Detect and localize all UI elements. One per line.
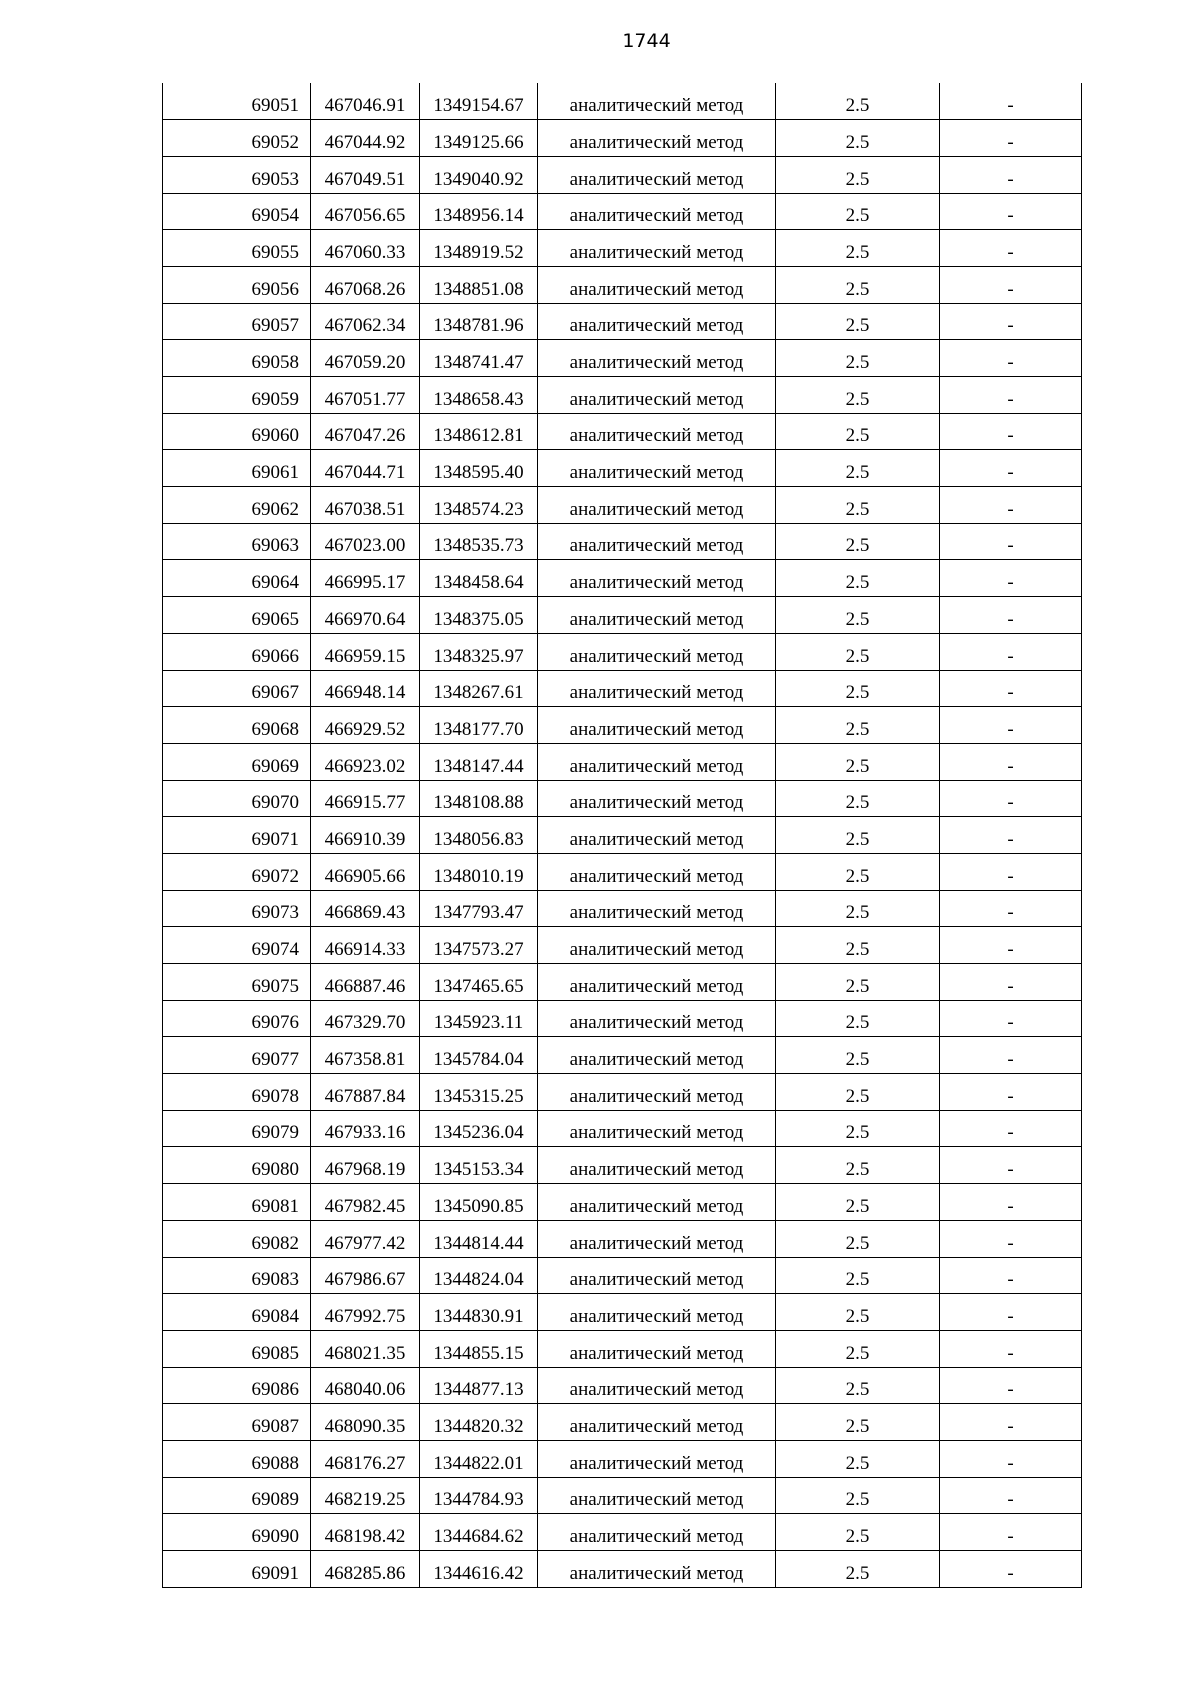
method-cell: аналитический метод <box>538 1440 776 1477</box>
y-coordinate-cell: 1345090.85 <box>420 1184 538 1221</box>
note-cell: - <box>940 1551 1082 1588</box>
point-number-cell: 69065 <box>163 597 311 634</box>
table-row <box>163 1367 1082 1404</box>
table-row <box>163 1477 1082 1514</box>
table-row <box>163 487 1082 524</box>
accuracy-cell: 2.5 <box>776 1184 940 1221</box>
x-coordinate-cell: 468219.25 <box>311 1477 420 1514</box>
accuracy-cell: 2.5 <box>776 1000 940 1037</box>
y-coordinate-cell: 1348595.40 <box>420 450 538 487</box>
point-number-cell: 69053 <box>163 156 311 193</box>
x-coordinate-cell: 467068.26 <box>311 266 420 303</box>
note-cell: - <box>940 230 1082 267</box>
table-row <box>163 1147 1082 1184</box>
x-coordinate-cell: 466915.77 <box>311 780 420 817</box>
note-cell: - <box>940 120 1082 157</box>
x-coordinate-cell: 467887.84 <box>311 1074 420 1111</box>
x-coordinate-cell: 466948.14 <box>311 670 420 707</box>
note-cell: - <box>940 1257 1082 1294</box>
accuracy-cell: 2.5 <box>776 487 940 524</box>
x-coordinate-cell: 466995.17 <box>311 560 420 597</box>
y-coordinate-cell: 1348658.43 <box>420 377 538 414</box>
accuracy-cell: 2.5 <box>776 597 940 634</box>
y-coordinate-cell: 1348267.61 <box>420 670 538 707</box>
accuracy-cell: 2.5 <box>776 707 940 744</box>
page-number: 1744 <box>622 30 671 52</box>
accuracy-cell: 2.5 <box>776 413 940 450</box>
method-cell: аналитический метод <box>538 120 776 157</box>
method-cell: аналитический метод <box>538 1037 776 1074</box>
note-cell: - <box>940 1367 1082 1404</box>
accuracy-cell: 2.5 <box>776 1440 940 1477</box>
accuracy-cell: 2.5 <box>776 1551 940 1588</box>
table-row <box>163 303 1082 340</box>
method-cell: аналитический метод <box>538 964 776 1001</box>
x-coordinate-cell: 466959.15 <box>311 633 420 670</box>
y-coordinate-cell: 1349040.92 <box>420 156 538 193</box>
point-number-cell: 69055 <box>163 230 311 267</box>
table-row <box>163 120 1082 157</box>
note-cell: - <box>940 1184 1082 1221</box>
point-number-cell: 69071 <box>163 817 311 854</box>
y-coordinate-cell: 1347573.27 <box>420 927 538 964</box>
note-cell: - <box>940 1220 1082 1257</box>
method-cell: аналитический метод <box>538 1514 776 1551</box>
accuracy-cell: 2.5 <box>776 266 940 303</box>
note-cell: - <box>940 156 1082 193</box>
x-coordinate-cell: 467968.19 <box>311 1147 420 1184</box>
table-row <box>163 450 1082 487</box>
x-coordinate-cell: 466869.43 <box>311 890 420 927</box>
point-number-cell: 69062 <box>163 487 311 524</box>
x-coordinate-cell: 467060.33 <box>311 230 420 267</box>
y-coordinate-cell: 1345923.11 <box>420 1000 538 1037</box>
note-cell: - <box>940 853 1082 890</box>
method-cell: аналитический метод <box>538 450 776 487</box>
x-coordinate-cell: 466905.66 <box>311 853 420 890</box>
y-coordinate-cell: 1348177.70 <box>420 707 538 744</box>
y-coordinate-cell: 1344684.62 <box>420 1514 538 1551</box>
y-coordinate-cell: 1345236.04 <box>420 1110 538 1147</box>
method-cell: аналитический метод <box>538 1000 776 1037</box>
method-cell: аналитический метод <box>538 1294 776 1331</box>
accuracy-cell: 2.5 <box>776 1074 940 1111</box>
x-coordinate-cell: 467044.92 <box>311 120 420 157</box>
accuracy-cell: 2.5 <box>776 156 940 193</box>
method-cell: аналитический метод <box>538 1110 776 1147</box>
y-coordinate-cell: 1344824.04 <box>420 1257 538 1294</box>
note-cell: - <box>940 633 1082 670</box>
point-number-cell: 69056 <box>163 266 311 303</box>
note-cell: - <box>940 964 1082 1001</box>
method-cell: аналитический метод <box>538 1404 776 1441</box>
x-coordinate-cell: 468198.42 <box>311 1514 420 1551</box>
accuracy-cell: 2.5 <box>776 1514 940 1551</box>
table-row <box>163 597 1082 634</box>
table-row <box>163 1330 1082 1367</box>
accuracy-cell: 2.5 <box>776 964 940 1001</box>
note-cell: - <box>940 743 1082 780</box>
point-number-cell: 69076 <box>163 1000 311 1037</box>
x-coordinate-cell: 467038.51 <box>311 487 420 524</box>
note-cell: - <box>940 670 1082 707</box>
x-coordinate-cell: 466914.33 <box>311 927 420 964</box>
table-row <box>163 780 1082 817</box>
point-number-cell: 69061 <box>163 450 311 487</box>
method-cell: аналитический метод <box>538 1074 776 1111</box>
accuracy-cell: 2.5 <box>776 1477 940 1514</box>
point-number-cell: 69085 <box>163 1330 311 1367</box>
table-row <box>163 193 1082 230</box>
method-cell: аналитический метод <box>538 340 776 377</box>
y-coordinate-cell: 1348851.08 <box>420 266 538 303</box>
method-cell: аналитический метод <box>538 487 776 524</box>
y-coordinate-cell: 1348010.19 <box>420 853 538 890</box>
point-number-cell: 69080 <box>163 1147 311 1184</box>
x-coordinate-cell: 467046.91 <box>311 83 420 120</box>
method-cell: аналитический метод <box>538 1257 776 1294</box>
method-cell: аналитический метод <box>538 853 776 890</box>
table-row <box>163 340 1082 377</box>
method-cell: аналитический метод <box>538 780 776 817</box>
table-row <box>163 853 1082 890</box>
point-number-cell: 69058 <box>163 340 311 377</box>
note-cell: - <box>940 560 1082 597</box>
y-coordinate-cell: 1344814.44 <box>420 1220 538 1257</box>
x-coordinate-cell: 467049.51 <box>311 156 420 193</box>
table-row <box>163 1220 1082 1257</box>
accuracy-cell: 2.5 <box>776 670 940 707</box>
accuracy-cell: 2.5 <box>776 523 940 560</box>
method-cell: аналитический метод <box>538 817 776 854</box>
note-cell: - <box>940 340 1082 377</box>
point-number-cell: 69077 <box>163 1037 311 1074</box>
point-number-cell: 69087 <box>163 1404 311 1441</box>
y-coordinate-cell: 1344877.13 <box>420 1367 538 1404</box>
accuracy-cell: 2.5 <box>776 1294 940 1331</box>
y-coordinate-cell: 1344820.32 <box>420 1404 538 1441</box>
note-cell: - <box>940 780 1082 817</box>
y-coordinate-cell: 1344855.15 <box>420 1330 538 1367</box>
table-row <box>163 1294 1082 1331</box>
x-coordinate-cell: 467056.65 <box>311 193 420 230</box>
note-cell: - <box>940 193 1082 230</box>
table-row <box>163 1037 1082 1074</box>
point-number-cell: 69063 <box>163 523 311 560</box>
x-coordinate-cell: 467059.20 <box>311 340 420 377</box>
point-number-cell: 69060 <box>163 413 311 450</box>
x-coordinate-cell: 467358.81 <box>311 1037 420 1074</box>
note-cell: - <box>940 1477 1082 1514</box>
table-row <box>163 1551 1082 1588</box>
accuracy-cell: 2.5 <box>776 193 940 230</box>
y-coordinate-cell: 1348919.52 <box>420 230 538 267</box>
y-coordinate-cell: 1348056.83 <box>420 817 538 854</box>
x-coordinate-cell: 467044.71 <box>311 450 420 487</box>
table-row <box>163 83 1082 120</box>
method-cell: аналитический метод <box>538 1367 776 1404</box>
y-coordinate-cell: 1348574.23 <box>420 487 538 524</box>
point-number-cell: 69088 <box>163 1440 311 1477</box>
point-number-cell: 69090 <box>163 1514 311 1551</box>
accuracy-cell: 2.5 <box>776 1257 940 1294</box>
table-row <box>163 523 1082 560</box>
table-row <box>163 1110 1082 1147</box>
point-number-cell: 69059 <box>163 377 311 414</box>
note-cell: - <box>940 1294 1082 1331</box>
note-cell: - <box>940 1147 1082 1184</box>
point-number-cell: 69067 <box>163 670 311 707</box>
table-row <box>163 230 1082 267</box>
note-cell: - <box>940 523 1082 560</box>
method-cell: аналитический метод <box>538 707 776 744</box>
table-row <box>163 817 1082 854</box>
table-row <box>163 377 1082 414</box>
method-cell: аналитический метод <box>538 633 776 670</box>
accuracy-cell: 2.5 <box>776 1330 940 1367</box>
method-cell: аналитический метод <box>538 266 776 303</box>
x-coordinate-cell: 468040.06 <box>311 1367 420 1404</box>
point-number-cell: 69066 <box>163 633 311 670</box>
method-cell: аналитический метод <box>538 560 776 597</box>
x-coordinate-cell: 468285.86 <box>311 1551 420 1588</box>
y-coordinate-cell: 1348741.47 <box>420 340 538 377</box>
point-number-cell: 69082 <box>163 1220 311 1257</box>
note-cell: - <box>940 450 1082 487</box>
method-cell: аналитический метод <box>538 890 776 927</box>
note-cell: - <box>940 1110 1082 1147</box>
x-coordinate-cell: 467329.70 <box>311 1000 420 1037</box>
method-cell: аналитический метод <box>538 83 776 120</box>
point-number-cell: 69084 <box>163 1294 311 1331</box>
method-cell: аналитический метод <box>538 377 776 414</box>
x-coordinate-cell: 467986.67 <box>311 1257 420 1294</box>
y-coordinate-cell: 1344784.93 <box>420 1477 538 1514</box>
point-number-cell: 69072 <box>163 853 311 890</box>
accuracy-cell: 2.5 <box>776 1404 940 1441</box>
point-number-cell: 69064 <box>163 560 311 597</box>
point-number-cell: 69054 <box>163 193 311 230</box>
point-number-cell: 69057 <box>163 303 311 340</box>
coordinates-table <box>162 83 1082 1588</box>
x-coordinate-cell: 466923.02 <box>311 743 420 780</box>
point-number-cell: 69075 <box>163 964 311 1001</box>
table-row <box>163 633 1082 670</box>
x-coordinate-cell: 468090.35 <box>311 1404 420 1441</box>
method-cell: аналитический метод <box>538 1330 776 1367</box>
y-coordinate-cell: 1344616.42 <box>420 1551 538 1588</box>
table-row <box>163 743 1082 780</box>
table-row <box>163 1074 1082 1111</box>
table-row <box>163 1514 1082 1551</box>
y-coordinate-cell: 1345784.04 <box>420 1037 538 1074</box>
x-coordinate-cell: 466910.39 <box>311 817 420 854</box>
y-coordinate-cell: 1348612.81 <box>420 413 538 450</box>
accuracy-cell: 2.5 <box>776 927 940 964</box>
note-cell: - <box>940 303 1082 340</box>
y-coordinate-cell: 1349154.67 <box>420 83 538 120</box>
note-cell: - <box>940 83 1082 120</box>
point-number-cell: 69078 <box>163 1074 311 1111</box>
table-row <box>163 670 1082 707</box>
x-coordinate-cell: 466970.64 <box>311 597 420 634</box>
point-number-cell: 69074 <box>163 927 311 964</box>
point-number-cell: 69083 <box>163 1257 311 1294</box>
accuracy-cell: 2.5 <box>776 817 940 854</box>
y-coordinate-cell: 1348375.05 <box>420 597 538 634</box>
method-cell: аналитический метод <box>538 743 776 780</box>
coordinates-table-body <box>163 83 1082 1587</box>
x-coordinate-cell: 468176.27 <box>311 1440 420 1477</box>
accuracy-cell: 2.5 <box>776 1220 940 1257</box>
point-number-cell: 69086 <box>163 1367 311 1404</box>
table-row <box>163 927 1082 964</box>
point-number-cell: 69081 <box>163 1184 311 1221</box>
note-cell: - <box>940 377 1082 414</box>
method-cell: аналитический метод <box>538 670 776 707</box>
point-number-cell: 69051 <box>163 83 311 120</box>
accuracy-cell: 2.5 <box>776 743 940 780</box>
note-cell: - <box>940 1514 1082 1551</box>
y-coordinate-cell: 1345153.34 <box>420 1147 538 1184</box>
accuracy-cell: 2.5 <box>776 1147 940 1184</box>
method-cell: аналитический метод <box>538 597 776 634</box>
method-cell: аналитический метод <box>538 927 776 964</box>
note-cell: - <box>940 487 1082 524</box>
accuracy-cell: 2.5 <box>776 120 940 157</box>
table-row <box>163 890 1082 927</box>
x-coordinate-cell: 467992.75 <box>311 1294 420 1331</box>
point-number-cell: 69091 <box>163 1551 311 1588</box>
y-coordinate-cell: 1344822.01 <box>420 1440 538 1477</box>
table-row <box>163 1257 1082 1294</box>
accuracy-cell: 2.5 <box>776 340 940 377</box>
table-row <box>163 1404 1082 1441</box>
note-cell: - <box>940 817 1082 854</box>
method-cell: аналитический метод <box>538 1184 776 1221</box>
note-cell: - <box>940 927 1082 964</box>
accuracy-cell: 2.5 <box>776 633 940 670</box>
y-coordinate-cell: 1347465.65 <box>420 964 538 1001</box>
note-cell: - <box>940 890 1082 927</box>
table-row <box>163 1440 1082 1477</box>
note-cell: - <box>940 707 1082 744</box>
point-number-cell: 69079 <box>163 1110 311 1147</box>
x-coordinate-cell: 467982.45 <box>311 1184 420 1221</box>
y-coordinate-cell: 1348535.73 <box>420 523 538 560</box>
accuracy-cell: 2.5 <box>776 560 940 597</box>
y-coordinate-cell: 1348108.88 <box>420 780 538 817</box>
method-cell: аналитический метод <box>538 193 776 230</box>
point-number-cell: 69069 <box>163 743 311 780</box>
y-coordinate-cell: 1348458.64 <box>420 560 538 597</box>
y-coordinate-cell: 1347793.47 <box>420 890 538 927</box>
note-cell: - <box>940 413 1082 450</box>
accuracy-cell: 2.5 <box>776 890 940 927</box>
accuracy-cell: 2.5 <box>776 377 940 414</box>
note-cell: - <box>940 266 1082 303</box>
point-number-cell: 69052 <box>163 120 311 157</box>
x-coordinate-cell: 467062.34 <box>311 303 420 340</box>
point-number-cell: 69089 <box>163 1477 311 1514</box>
y-coordinate-cell: 1345315.25 <box>420 1074 538 1111</box>
accuracy-cell: 2.5 <box>776 450 940 487</box>
method-cell: аналитический метод <box>538 1551 776 1588</box>
method-cell: аналитический метод <box>538 413 776 450</box>
method-cell: аналитический метод <box>538 303 776 340</box>
accuracy-cell: 2.5 <box>776 230 940 267</box>
note-cell: - <box>940 1330 1082 1367</box>
x-coordinate-cell: 467047.26 <box>311 413 420 450</box>
x-coordinate-cell: 466887.46 <box>311 964 420 1001</box>
accuracy-cell: 2.5 <box>776 853 940 890</box>
table-row <box>163 266 1082 303</box>
method-cell: аналитический метод <box>538 156 776 193</box>
point-number-cell: 69073 <box>163 890 311 927</box>
point-number-cell: 69070 <box>163 780 311 817</box>
accuracy-cell: 2.5 <box>776 780 940 817</box>
point-number-cell: 69068 <box>163 707 311 744</box>
y-coordinate-cell: 1348956.14 <box>420 193 538 230</box>
method-cell: аналитический метод <box>538 1477 776 1514</box>
table-row <box>163 413 1082 450</box>
x-coordinate-cell: 466929.52 <box>311 707 420 744</box>
y-coordinate-cell: 1349125.66 <box>420 120 538 157</box>
y-coordinate-cell: 1348147.44 <box>420 743 538 780</box>
accuracy-cell: 2.5 <box>776 1367 940 1404</box>
note-cell: - <box>940 1404 1082 1441</box>
note-cell: - <box>940 1037 1082 1074</box>
accuracy-cell: 2.5 <box>776 1110 940 1147</box>
note-cell: - <box>940 1000 1082 1037</box>
table-row <box>163 1184 1082 1221</box>
x-coordinate-cell: 467051.77 <box>311 377 420 414</box>
x-coordinate-cell: 468021.35 <box>311 1330 420 1367</box>
note-cell: - <box>940 597 1082 634</box>
method-cell: аналитический метод <box>538 230 776 267</box>
method-cell: аналитический метод <box>538 1147 776 1184</box>
table-row <box>163 1000 1082 1037</box>
note-cell: - <box>940 1440 1082 1477</box>
table-row <box>163 560 1082 597</box>
method-cell: аналитический метод <box>538 1220 776 1257</box>
table-row <box>163 964 1082 1001</box>
accuracy-cell: 2.5 <box>776 83 940 120</box>
note-cell: - <box>940 1074 1082 1111</box>
table-row <box>163 156 1082 193</box>
y-coordinate-cell: 1348781.96 <box>420 303 538 340</box>
y-coordinate-cell: 1344830.91 <box>420 1294 538 1331</box>
y-coordinate-cell: 1348325.97 <box>420 633 538 670</box>
x-coordinate-cell: 467977.42 <box>311 1220 420 1257</box>
accuracy-cell: 2.5 <box>776 1037 940 1074</box>
table-row <box>163 707 1082 744</box>
method-cell: аналитический метод <box>538 523 776 560</box>
accuracy-cell: 2.5 <box>776 303 940 340</box>
x-coordinate-cell: 467023.00 <box>311 523 420 560</box>
x-coordinate-cell: 467933.16 <box>311 1110 420 1147</box>
